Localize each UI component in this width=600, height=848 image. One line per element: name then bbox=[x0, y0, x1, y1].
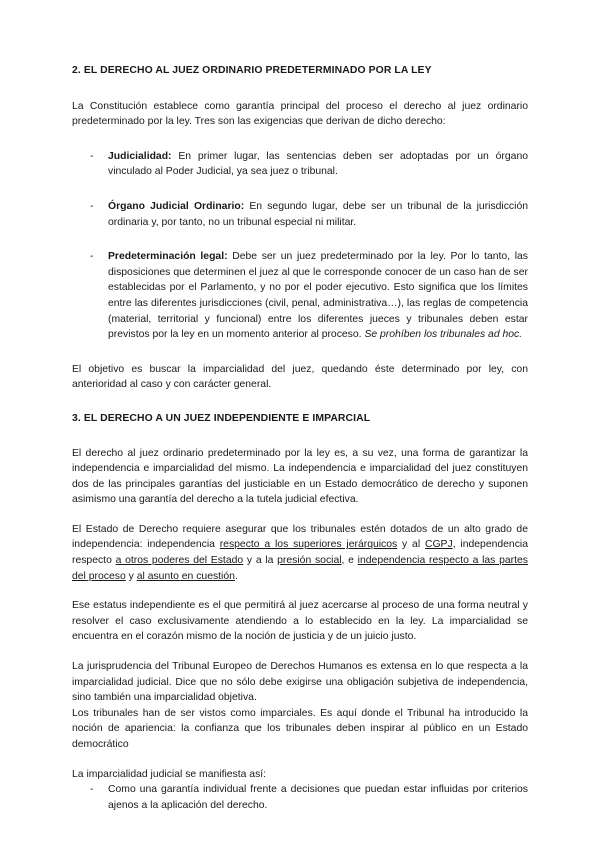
list-dash: - bbox=[90, 200, 94, 212]
section-3-paragraph-2 bbox=[72, 522, 528, 584]
list-item-term: Judicialidad: bbox=[108, 150, 172, 162]
section-2-title: 2. EL DERECHO AL JUEZ ORDINARIO PREDETERMINADO POR LA LEY bbox=[72, 65, 432, 76]
list-item-description: En primer lugar, las sentencias deben ser adoptadas por un órgano vinculado al Poder Judicial, ya sea juez o tribunal. bbox=[108, 150, 528, 178]
section-3-paragraph-3: Ese estatus independiente es el que permitirá al juez acercarse al proceso de una forma neutral y resolver el caso exclusivamente atendiendo a lo establecido en la ley. La imparcialidad se encuentra en el corazón mismo de la noción de justicia y de un juicio justo. bbox=[72, 600, 528, 643]
list-item-predeterminacion bbox=[90, 249, 528, 343]
text-run: , e bbox=[341, 555, 358, 567]
list-item-description: Como una garantía individual frente a decisiones que puedan estar influidas por criterios ajenos a la aplicación del derecho. bbox=[108, 784, 528, 811]
list-item-text bbox=[108, 249, 528, 343]
underlined-phrase: CGPJ bbox=[424, 539, 453, 551]
list-item-description: Debe ser un juez predeterminado por la ley. Por lo tanto, las disposiciones que determinen el juez al que le corresponde conocer de un caso han de ser establecidas por el Parlamento, y no por el poder ejecutivo. Esto significa que los límites entre las diferentes jurisdicciones (civil, penal, administrativa…), las reglas de competencia (material, territorial y funcional) entre los diferentes jueces y tribunales deben estar previstos por la ley en un momento anterior al proceso. bbox=[108, 251, 528, 341]
section-3-paragraph-5: La imparcialidad judicial se manifiesta así: bbox=[72, 768, 267, 780]
text-run: El Estado de Derecho requiere asegurar que los tribunales estén dotados de un alto grado de independencia: independencia bbox=[72, 523, 528, 551]
section-3-paragraph-4a: La jurisprudencia del Tribunal Europeo de Derechos Humanos es extensa en lo que respecta a la imparcialidad judicial. Dice que no sólo debe exigirse una obligación subjetiva de independencia, sino también una imparcialidad objetiva. bbox=[72, 661, 528, 704]
list-item-judicialidad bbox=[90, 149, 528, 180]
text-run: y al bbox=[397, 539, 425, 551]
list-item-garantia-individual bbox=[90, 782, 528, 813]
underlined-phrase: a otros poderes del Estado bbox=[115, 555, 244, 567]
list-dash: - bbox=[90, 784, 94, 796]
underlined-phrase: presión social bbox=[277, 555, 342, 567]
underlined-phrase: al asunto en cuestión bbox=[136, 570, 235, 582]
underlined-phrase: respecto a los superiores jerárquicos bbox=[219, 539, 398, 551]
list-dash: - bbox=[90, 150, 94, 162]
underlined-phrase: independencia respecto a las partes del proceso bbox=[72, 555, 528, 582]
list-item-text bbox=[108, 149, 528, 180]
section-2-intro: La Constitución establece como garantía principal del proceso el derecho al juez ordinario predeterminado por la ley. Tres son las exigencias que derivan de dicho derecho: bbox=[72, 100, 528, 128]
section-3-paragraph-4b: Los tribunales han de ser vistos como imparciales. Es aquí donde el Tribunal ha introducido la noción de apariencia: la confianza que los tribunales deben inspirar al público en un Estado democrático bbox=[72, 707, 528, 750]
section-2-conclusion: El objetivo es buscar la imparcialidad del juez, quedando éste determinado por ley, con anterioridad al caso y con carácter general. bbox=[72, 363, 528, 391]
list-item-description: En segundo lugar, debe ser un tribunal de la jurisdicción ordinaria y, por tanto, no un tribunal especial ni militar. bbox=[108, 200, 528, 228]
list-item-organo-judicial bbox=[90, 199, 528, 230]
list-item-text bbox=[108, 199, 528, 230]
list-item-term: Predeterminación legal: bbox=[108, 251, 228, 263]
text-run: y a la bbox=[243, 555, 278, 567]
text-run: , independencia respecto bbox=[72, 539, 528, 567]
section-3-paragraph-1: El derecho al juez ordinario predeterminado por la ley es, a su vez, una forma de garantizar la independencia e imparcialidad del mismo. La independencia e imparcialidad del juez constituyen dos de las principales garantías del justiciable en un Estado democrático de derecho y suponen asimismo una garantía del derecho a la tutela judicial efectiva. bbox=[72, 447, 528, 506]
list-dash: - bbox=[90, 251, 94, 263]
section-3-title: 3. EL DERECHO A UN JUEZ INDEPENDIENTE E IMPARCIAL bbox=[72, 412, 371, 424]
list-item-italic-note: Se prohíben los tribunales ad hoc. bbox=[364, 329, 523, 341]
text-run: . bbox=[234, 570, 238, 582]
list-item-term: Órgano Judicial Ordinario: bbox=[108, 200, 245, 212]
text-run: y bbox=[125, 570, 137, 582]
